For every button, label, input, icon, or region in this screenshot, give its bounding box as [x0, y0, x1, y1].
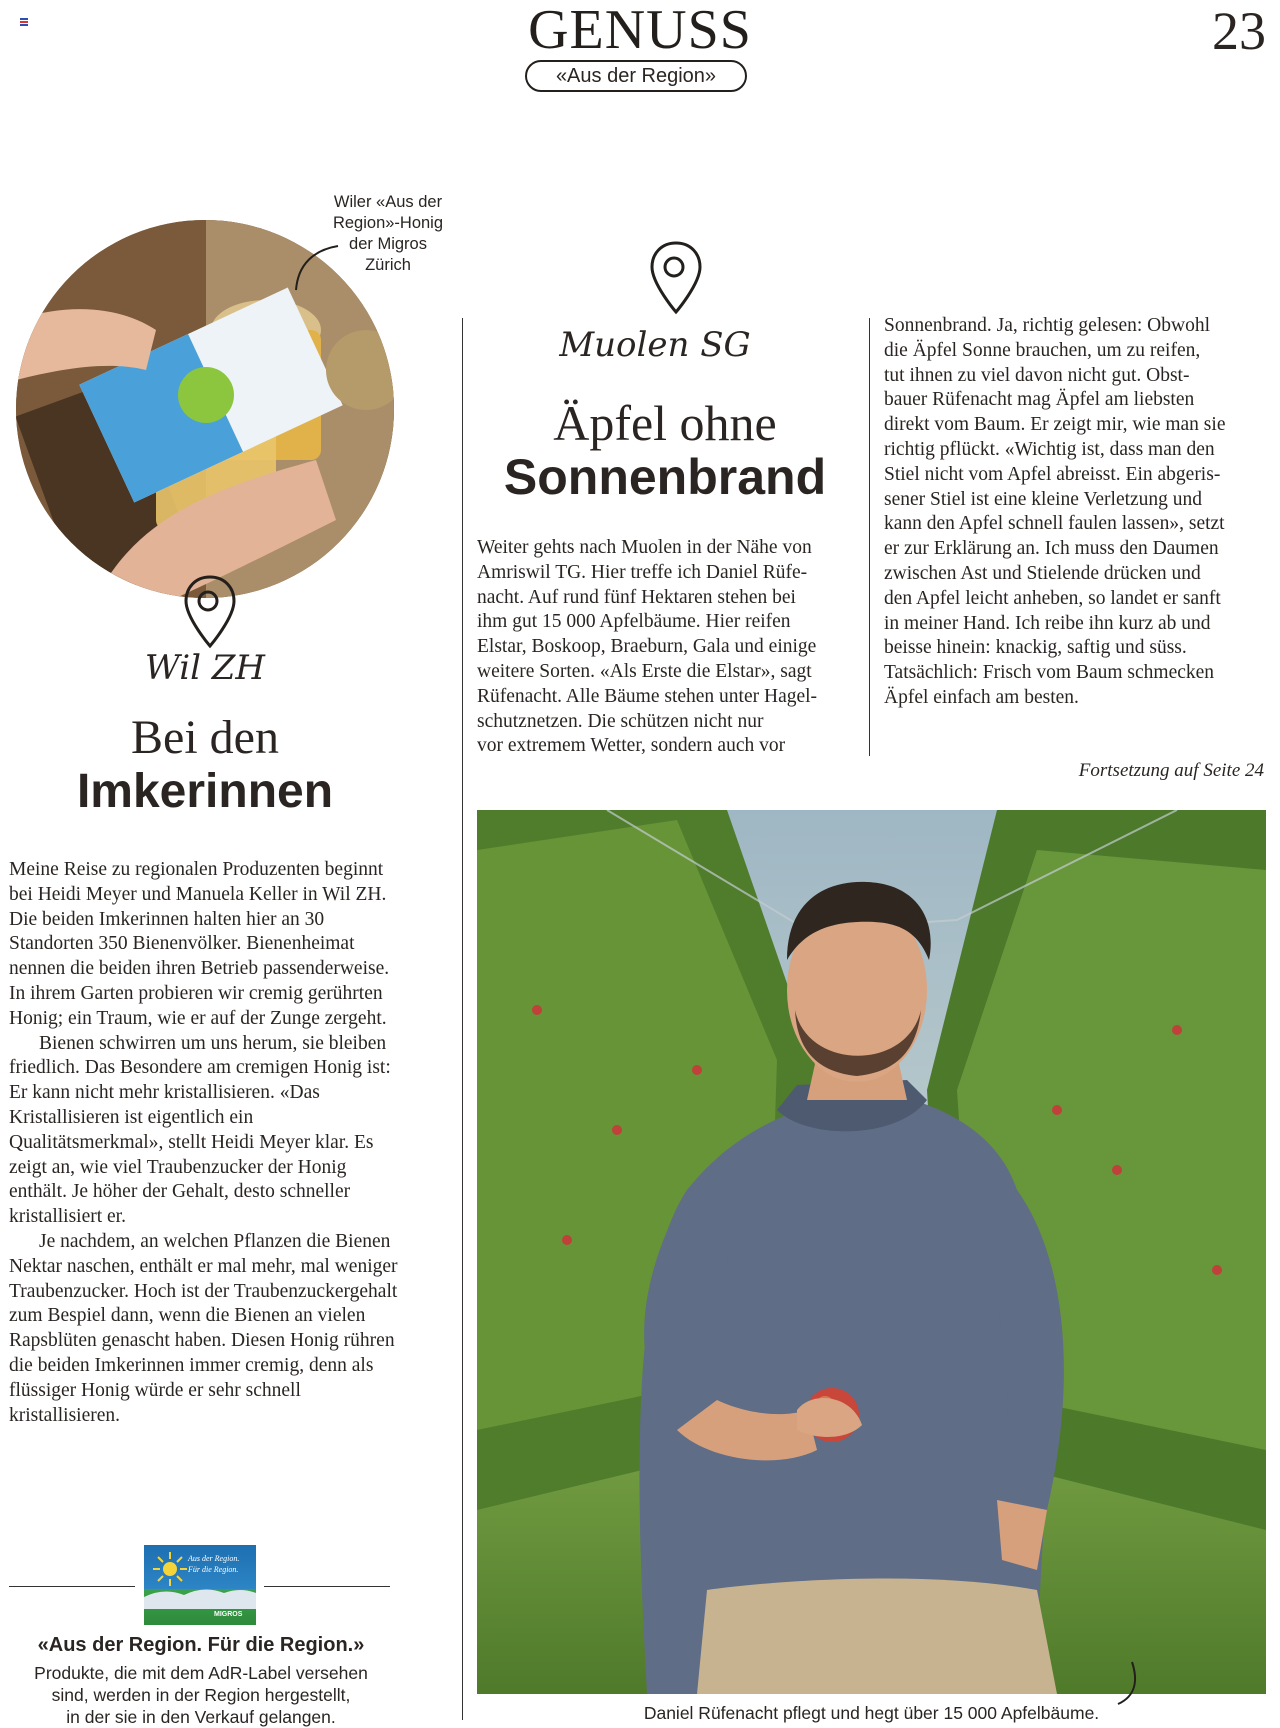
caption-line: Wiler «Aus der	[333, 193, 443, 211]
text-line: sener Stiel ist eine kleine Verletzung und	[884, 488, 1203, 510]
sun-icon	[152, 1551, 188, 1587]
paragraph: Meine Reise zu regionalen Produzenten beginnt bei Heidi Meyer und Manuela Keller in Wil ZH. Die beiden Imkerinnen halten hier an 30 Standorten 350 Bienenvölker. Bienenheimat nennen die beiden ihren Betrieb passenderweise. In ihrem Garten probieren wir cremig gerührten Honig; ein Traum, wie er auf der Zunge zergeht.	[9, 859, 390, 1029]
article-body-left	[9, 858, 409, 1428]
text-line: richtig pflückt. «Wichtig ist, dass man den	[884, 438, 1215, 460]
text-line: er zur Erklärung an. Ich muss den Daumen	[884, 538, 1219, 560]
column-rule	[869, 318, 870, 756]
slogan-line: Produkte, die mit dem AdR-Label versehen	[34, 1663, 368, 1683]
paragraph: Bienen schwirren um uns herum, sie bleiben friedlich. Das Besondere am cremigen Honig ist: Er kann nicht mehr kristallisieren. «Das Kristallisieren ist eigentlich ein Qualitätsmerkmal», stellt Heidi Meyer klar. Es zeigt an, wie viel Traubenzucker der Honig enthält. Je höher der Gehalt, desto schneller kristallisiert er.	[9, 1032, 391, 1228]
text-line: tut ihnen zu viel davon nicht gut. Obst-	[884, 364, 1190, 386]
photo-caption: Daniel Rüfenacht pflegt und hegt über 15 000 Apfelbäume.	[643, 1703, 1100, 1723]
text-line: Weiter gehts nach Muolen in der Nähe von	[477, 537, 812, 558]
divider	[9, 1586, 135, 1587]
text-line: weitere Sorten. «Als Erste die Elstar», sagt	[477, 660, 812, 682]
text-line: beisse hinein: knackig, saftig und süss.	[884, 637, 1187, 659]
slogan-line: in der sie in den Verkauf gelangen.	[66, 1707, 336, 1727]
caption-pointer	[1114, 1660, 1144, 1706]
section-title: GENUSS	[528, 0, 752, 61]
text-line: kann den Apfel schnell faulen lassen», setzt	[884, 513, 1225, 535]
migros-brand: MIGROS	[214, 1611, 243, 1618]
aus-der-region-logo	[144, 1545, 256, 1625]
paragraph: Je nachdem, an welchen Pflanzen die Bienen Nektar naschen, enthält er mal mehr, mal weniger Traubenzucker. Hoch ist der Traubenzuckergehalt zum Bespiel dann, wenn die Bienen an vielen Rapsblüten genascht haben. Diesen Honig rühren die beiden Imkerinnen immer cremig, denn als flüssiger Honig würde er sehr schnell kristallisieren.	[9, 1230, 398, 1426]
caption-line: Zürich	[365, 256, 411, 274]
text-line: Amriswil TG. Hier treffe ich Daniel Rüfe-	[477, 561, 808, 583]
text-line: Sonnenbrand. Ja, richtig gelesen: Obwohl	[884, 315, 1211, 336]
text-line: in meiner Hand. Ich reibe ihn kurz ab und	[884, 612, 1211, 634]
text-line: nacht. Auf rund fünf Hektaren stehen bei	[477, 586, 796, 608]
text-line: vor extremem Wetter, sondern auch vor	[477, 735, 786, 757]
text-line: Elstar, Boskoop, Braeburn, Gala und einige	[477, 636, 817, 658]
place-label: Muolen SG	[559, 325, 751, 365]
text-line: die Äpfel Sonne brauchen, um zu reifen,	[884, 339, 1201, 361]
logo-line: Für die Region.	[188, 1565, 239, 1574]
text-line: Tatsächlich: Frisch vom Baum schmecken	[884, 662, 1215, 684]
text-line: Stiel nicht vom Apfel abreisst. Ein abgeris-	[884, 463, 1221, 485]
column-rule	[462, 318, 463, 1720]
place-label: Wil ZH	[144, 648, 266, 688]
logo-text	[188, 1553, 252, 1575]
headline-bold: Imkerinnen	[76, 765, 334, 818]
hills-graphic	[144, 1585, 256, 1609]
subsection-badge: «Aus der Region»	[525, 60, 747, 92]
headline-bold: Sonnenbrand	[503, 449, 827, 505]
logo-line: Aus der Region.	[188, 1554, 240, 1563]
text-line: zwischen Ast und Stielende drücken und	[884, 562, 1201, 584]
location-pin-icon	[182, 574, 238, 650]
caption-line: Region»-Honig	[332, 214, 444, 232]
slogan: «Aus der Region. Für die Region.»	[37, 1634, 365, 1656]
divider	[264, 1586, 390, 1587]
text-line: schutznetzen. Die schützen nicht nur	[477, 710, 764, 732]
text-line: direkt vom Baum. Er zeigt mir, wie man sie	[884, 414, 1226, 436]
text-line: Äpfel einfach am besten.	[884, 686, 1079, 708]
text-line: bauer Rüfenacht mag Äpfel am liebsten	[884, 389, 1195, 411]
headline-light: Bei den	[131, 711, 279, 764]
slogan-description	[9, 1662, 393, 1728]
farmer-photo	[477, 810, 1266, 1694]
caption-pointer	[290, 244, 350, 294]
text-line: Rüfenacht. Alle Bäume stehen unter Hagel-	[477, 685, 818, 707]
slogan-line: sind, werden in der Region hergestellt,	[51, 1685, 351, 1705]
page-number: 23	[1212, 1, 1266, 61]
location-pin-icon	[648, 240, 704, 316]
article-body-right	[884, 314, 1270, 711]
caption-line: der Migros	[349, 235, 427, 253]
continued-link[interactable]: Fortsetzung auf Seite 24	[1078, 760, 1264, 781]
text-line: ihm gut 15 000 Apfelbäume. Hier reifen	[477, 611, 791, 633]
article-body-middle	[477, 536, 861, 759]
text-line: den Apfel leicht anheben, so landet er sanft	[884, 587, 1221, 609]
headline-light: Äpfel ohne	[553, 395, 777, 451]
